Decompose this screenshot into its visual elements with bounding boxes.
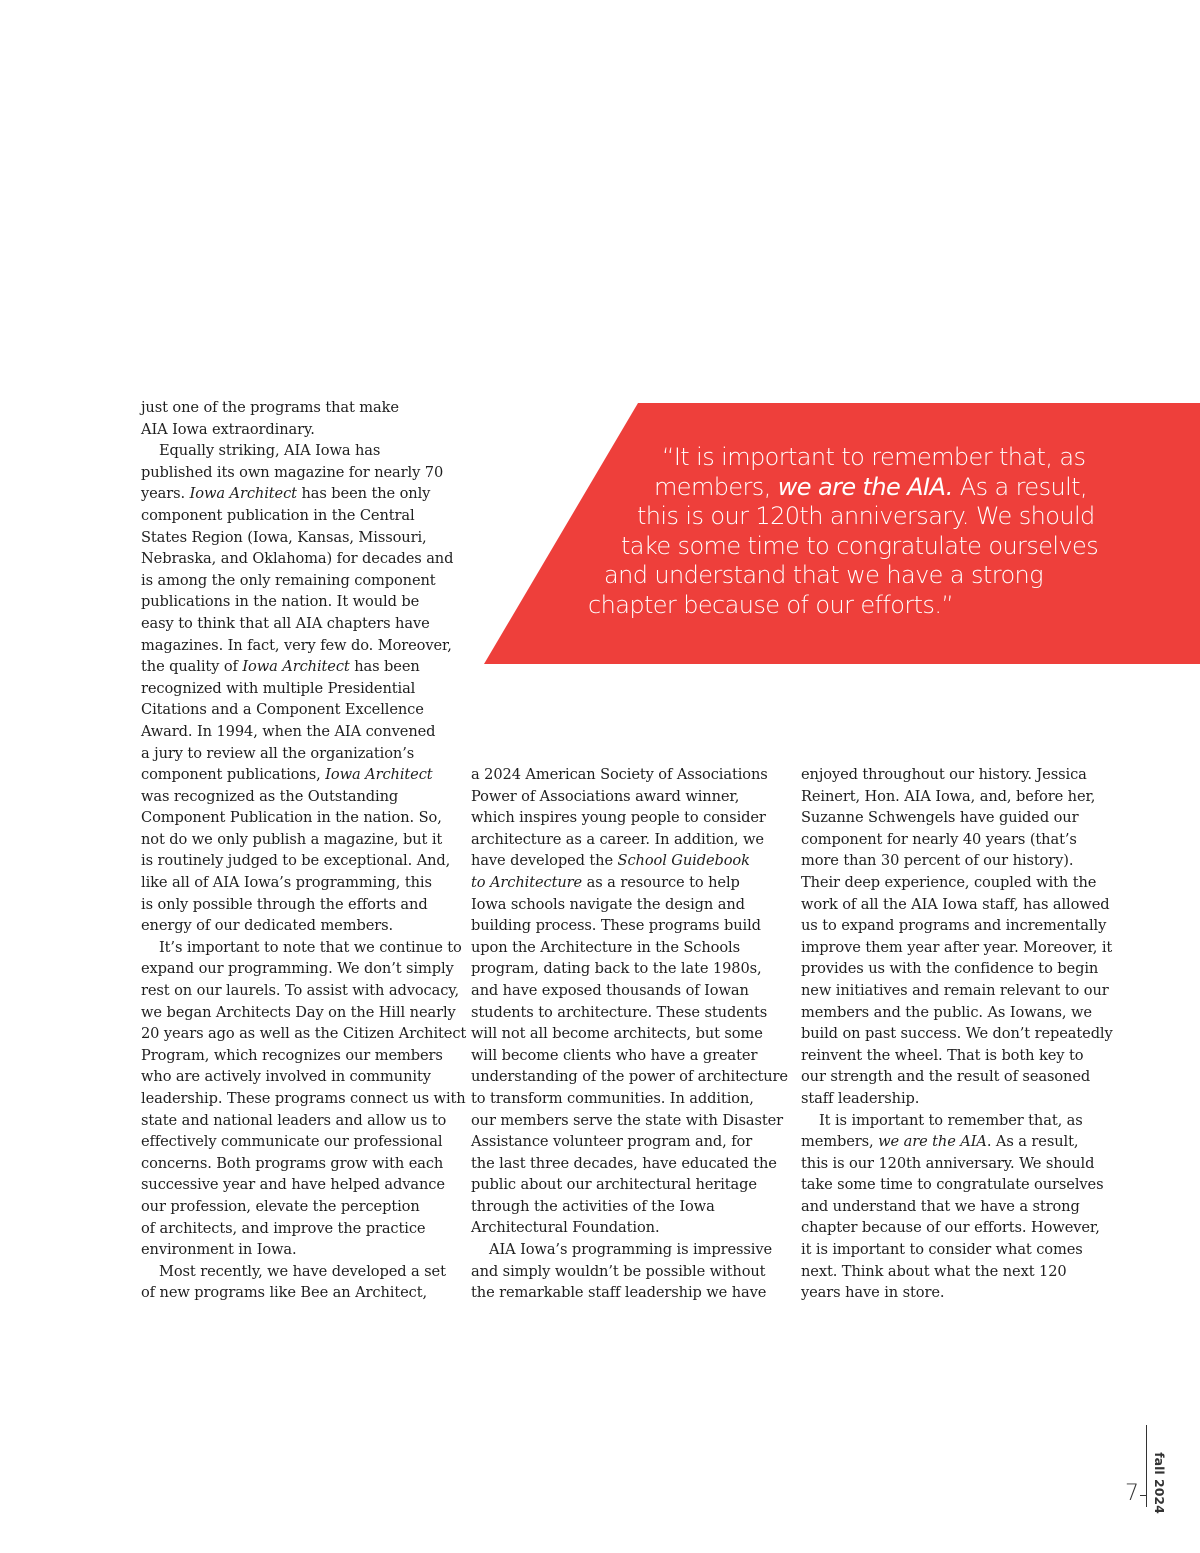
body-line: more than 30 percent of our history). [801,852,1074,870]
body-line: and simply wouldn’t be possible without [471,1262,766,1280]
body-line: a jury to review all the organization’s [141,744,415,762]
body-line: a 2024 American Society of Associations [471,766,768,783]
body-line: was recognized as the Outstanding [141,787,399,805]
body-line: Equally striking, AIA Iowa has [159,442,381,460]
body-line: AIA Iowa’s programming is impressive [489,1241,773,1259]
body-line: work of all the AIA Iowa staff, has allowed [801,895,1110,913]
body-line: new initiatives and remain relevant to our [801,981,1109,999]
body-line: years. Iowa Architect has been the only [141,485,431,503]
body-line: program, dating back to the late 1980s, [471,960,762,978]
body-line: Architectural Foundation. [471,1219,660,1237]
body-line: the quality of Iowa Architect has been [141,658,420,676]
body-line: chapter because of our efforts. However, [801,1219,1100,1237]
body-line: will not all become architects, but some [471,1025,763,1043]
pull-quote-line: take some time to congratulate ourselves [621,532,1099,560]
body-line: Power of Associations award winner, [471,787,740,805]
body-line: Iowa schools navigate the design and [471,895,745,913]
body-line: Nebraska, and Oklahoma) for decades and [141,550,454,568]
body-line: our profession, elevate the perception [141,1197,420,1215]
body-line: like all of AIA Iowa’s programming, this [141,874,432,892]
body-line: of architects, and improve the practice [141,1219,426,1237]
body-line: state and national leaders and allow us to [141,1111,447,1129]
body-line: enjoyed throughout our history. Jessica [801,766,1087,783]
body-line: Reinert, Hon. AIA Iowa, and, before her, [801,787,1096,805]
body-line: not do we only publish a magazine, but it [141,830,443,848]
body-line: next. Think about what the next 120 [801,1262,1067,1280]
body-line: building process. These programs build [471,917,761,935]
pull-quote-line: and understand that we have a strong [604,561,1043,589]
body-line: have developed the School Guidebook [471,852,750,870]
body-line: through the activities of the Iowa [471,1197,715,1215]
body-column-2 [471,764,788,1304]
body-line: members, we are the AIA. As a result, [801,1133,1079,1151]
body-line: to transform communities. In addition, [471,1089,754,1107]
body-line: improve them year after year. Moreover, it [801,938,1113,956]
body-line: Most recently, we have developed a set [159,1262,446,1280]
body-line: environment in Iowa. [141,1241,297,1259]
body-line: reinvent the wheel. That is both key to [801,1046,1084,1064]
body-line: staff leadership. [801,1089,920,1107]
body-line: 20 years ago as well as the Citizen Architect [141,1025,467,1043]
body-line: just one of the programs that make [141,399,399,416]
body-line: effectively communicate our professional [141,1133,443,1151]
body-line: architecture as a career. In addition, we [471,830,764,848]
body-line: our strength and the result of seasoned [801,1068,1091,1086]
body-line: energy of our dedicated members. [141,917,394,935]
body-line: years have in store. [801,1284,945,1302]
body-line: Program, which recognizes our members [141,1046,443,1064]
body-line: we began Architects Day on the Hill nearly [141,1003,456,1021]
pull-quote-line: “It is important to remember that, as [662,443,1086,471]
body-line: publications in the nation. It would be [141,593,420,611]
body-line: the last three decades, have educated the [471,1154,777,1172]
body-line: upon the Architecture in the Schools [471,938,740,956]
body-line: this is our 120th anniversary. We should [801,1154,1095,1172]
body-line: Award. In 1994, when the AIA convened [141,722,436,740]
body-line: which inspires young people to consider [471,809,766,827]
body-line: understanding of the power of architecture [471,1068,788,1086]
body-line: expand our programming. We don’t simply [141,960,454,978]
body-line: Citations and a Component Excellence [141,701,424,719]
body-line: who are actively involved in community [141,1068,431,1086]
body-line: AIA Iowa extraordinary. [141,420,315,438]
body-line: recognized with multiple Presidential [141,679,416,697]
body-line: to Architecture as a resource to help [471,873,740,891]
body-line: it is important to consider what comes [801,1241,1083,1259]
body-line: the remarkable staff leadership we have [471,1284,767,1302]
body-line: is routinely judged to be exceptional. And, [141,852,451,870]
body-line: Suzanne Schwengels have guided our [801,809,1079,827]
body-line: build on past success. We don’t repeatedly [801,1025,1113,1043]
body-line: It’s important to note that we continue to [159,938,462,956]
folio-tick [1140,1495,1147,1496]
body-line: is among the only remaining component [141,571,436,589]
body-line: component publications, Iowa Architect [141,766,433,784]
body-line: Component Publication in the nation. So, [141,809,442,827]
pull-quote-line: this is our 120th anniversary. We should [637,502,1095,530]
body-line: students to architecture. These students [471,1003,768,1021]
body-line: It is important to remember that, as [819,1111,1083,1129]
body-line: and have exposed thousands of Iowan [471,981,749,999]
body-line: published its own magazine for nearly 70 [141,463,444,481]
body-line: our members serve the state with Disaster [471,1111,784,1129]
body-column-1 [141,397,466,1304]
body-line: successive year and have helped advance [141,1176,445,1194]
body-line: component for nearly 40 years (that’s [801,830,1077,848]
pull-quote-line: members, we are the AIA. As a result, [654,473,1088,501]
body-line: Their deep experience, coupled with the [801,873,1097,891]
issue-label: fall 2024 [1152,1452,1167,1514]
body-line: magazines. In fact, very few do. Moreover, [141,636,452,654]
body-line: States Region (Iowa, Kansas, Missouri, [141,528,427,546]
body-line: is only possible through the efforts and [141,895,428,913]
body-line: and understand that we have a strong [801,1197,1080,1215]
body-line: of new programs like Bee an Architect, [141,1284,428,1302]
body-line: leadership. These programs connect us with [141,1090,466,1107]
pull-quote-line: chapter because of our efforts.” [588,591,954,619]
pull-quote-banner [484,403,1200,664]
body-line: concerns. Both programs grow with each [141,1154,444,1172]
body-line: will become clients who have a greater [471,1046,758,1064]
body-line: Assistance volunteer program and, for [471,1133,753,1151]
page-number: 7 [1125,1481,1139,1506]
body-line: members and the public. As Iowans, we [801,1003,1092,1021]
body-line: rest on our laurels. To assist with advocacy, [141,982,460,1000]
body-column-3 [801,764,1113,1304]
body-line: us to expand programs and incrementally [801,917,1107,935]
body-line: component publication in the Central [141,506,415,524]
body-line: take some time to congratulate ourselves [801,1176,1104,1194]
body-line: public about our architectural heritage [471,1176,757,1194]
body-line: provides us with the confidence to begin [801,960,1099,978]
body-line: easy to think that all AIA chapters have [141,614,430,632]
